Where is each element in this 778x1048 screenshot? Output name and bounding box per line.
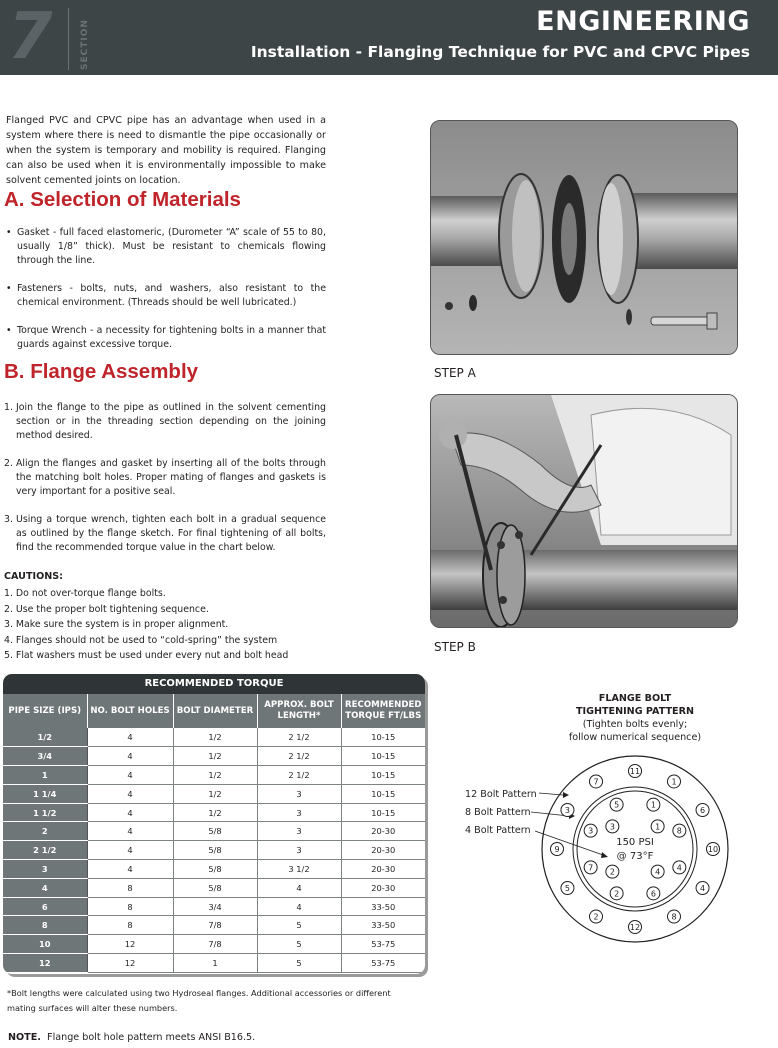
table-cell: 5 bbox=[257, 954, 341, 973]
table-cell: 4 bbox=[87, 728, 173, 747]
table-cell: 33-50 bbox=[341, 916, 425, 935]
center-pressure: 150 PSI bbox=[616, 837, 654, 848]
section-label: SECTION bbox=[80, 19, 90, 70]
bolt-number: 3 bbox=[609, 822, 615, 832]
table-cell: 4 bbox=[87, 841, 173, 860]
bolt-hole-bolts_8 bbox=[610, 887, 623, 900]
step-text: Using a torque wrench, tighten each bolt in a gradual sequence as outlined by the flange sketch. For final tightening of all bolts, find the recommended torque value in the chart below. bbox=[16, 514, 326, 553]
table-cell: 1/2 bbox=[173, 766, 257, 785]
bolt-hole-bolts_12 bbox=[629, 765, 642, 778]
table-cell: 8 bbox=[3, 916, 87, 935]
step-number: 2. bbox=[4, 458, 13, 469]
bolt-hole-bolts_4 bbox=[651, 865, 664, 878]
bolt-number: 6 bbox=[650, 889, 656, 899]
table-cell: 4 bbox=[87, 860, 173, 879]
table-cell: 20-30 bbox=[341, 822, 425, 841]
table-row bbox=[3, 860, 425, 879]
table-cell: 3 bbox=[257, 784, 341, 803]
page-subtitle: Installation - Flanging Technique for PVC and CPVC Pipes bbox=[250, 43, 750, 61]
pipe-ring-outer bbox=[573, 787, 697, 911]
table-row bbox=[3, 766, 425, 785]
torque-data-table bbox=[3, 694, 425, 973]
table-cell: 1 bbox=[3, 766, 87, 785]
bolt-number: 4 bbox=[655, 867, 661, 877]
table-cell: 3/4 bbox=[3, 747, 87, 766]
note-label: NOTE. bbox=[8, 1032, 41, 1043]
table-cell: 4 bbox=[87, 803, 173, 822]
table-row bbox=[3, 954, 425, 973]
table-cell: 4 bbox=[87, 822, 173, 841]
table-row bbox=[3, 916, 425, 935]
table-cell: 2 1/2 bbox=[257, 747, 341, 766]
table-cell: 53-75 bbox=[341, 954, 425, 973]
bolt-hole-bolts_4 bbox=[651, 820, 664, 833]
leader-arrow-12 bbox=[563, 792, 569, 798]
table-cell: 1/2 bbox=[3, 728, 87, 747]
list-item: • Fasteners - bolts, nuts, and washers, also resistant to the chemical environment. (Threads should be well lubricated.) bbox=[6, 282, 326, 310]
bolt-number: 11 bbox=[629, 767, 641, 776]
table-cell: 2 bbox=[3, 822, 87, 841]
table-cell: 3 bbox=[3, 860, 87, 879]
bolt-hole-bolts_12 bbox=[696, 882, 709, 895]
bolt-number: 7 bbox=[593, 777, 599, 787]
list-item: 3. Make sure the system is in proper alignment. bbox=[4, 619, 229, 631]
section-number: 7 bbox=[8, 0, 53, 74]
intro-paragraph: Flanged PVC and CPVC pipe has an advantage when used in a system where there is need to dismantle the pipe occasionally or when the system is temporary and mobility is required. Flanging can also be used when it is environmentally impossible to make solvent cemented joints on location. bbox=[6, 115, 326, 186]
table-cell: 4 bbox=[87, 784, 173, 803]
table-cell: 4 bbox=[87, 766, 173, 785]
table-cell: 1/2 bbox=[173, 803, 257, 822]
bolt-hole-bolts_12 bbox=[551, 843, 564, 856]
bolt-number: 12 bbox=[629, 923, 641, 932]
table-cell: 33-50 bbox=[341, 897, 425, 916]
list-item: 5. Flat washers must be used under every nut and bolt head bbox=[4, 650, 289, 662]
pattern-label-8: 8 Bolt Pattern bbox=[465, 807, 531, 818]
list-item: • Gasket - full faced elastomeric, (Durometer “A” scale of 55 to 80, usually 1/8” thick). Must be resistant to chemicals flowing through the line. bbox=[6, 226, 326, 268]
table-cell: 12 bbox=[87, 935, 173, 954]
table-cell: 5 bbox=[257, 916, 341, 935]
bolt-hole-bolts_12 bbox=[561, 882, 574, 895]
table-cell: 1 1/2 bbox=[3, 803, 87, 822]
pattern-label-4: 4 Bolt Pattern bbox=[465, 825, 531, 836]
step-b-photo bbox=[430, 394, 738, 628]
table-row bbox=[3, 841, 425, 860]
step-text: Align the flanges and gasket by inserting all of the bolts through the matching bolt holes. Proper mating of flanges and gaskets is very important for a positive seal. bbox=[16, 458, 326, 497]
center-temperature: @ 73°F bbox=[616, 851, 654, 862]
bolt-number: 5 bbox=[614, 800, 620, 810]
column-header: PIPE SIZE (IPS) bbox=[3, 694, 87, 728]
bolt-hole-bolts_12 bbox=[629, 921, 642, 934]
table-cell: 10-15 bbox=[341, 803, 425, 822]
bolt-number: 8 bbox=[671, 912, 677, 922]
pipe-ring-inner bbox=[577, 791, 693, 907]
pattern-label-12: 12 Bolt Pattern bbox=[465, 789, 537, 800]
section-divider bbox=[68, 8, 69, 70]
table-cell: 10-15 bbox=[341, 784, 425, 803]
bolt-number: 6 bbox=[700, 806, 706, 815]
table-cell: 8 bbox=[87, 897, 173, 916]
list-item bbox=[4, 457, 326, 499]
table-cell: 5 bbox=[257, 935, 341, 954]
step-number: 3. bbox=[4, 514, 13, 525]
materials-list bbox=[6, 226, 326, 366]
diagram-subtitle-line: (Tighten bolts evenly; bbox=[582, 719, 688, 730]
bolt-hole-bolts_8 bbox=[647, 798, 660, 811]
step-text: Join the flange to the pipe as outlined in the solvent cementing section or in the threading section depending on the joining method desired. bbox=[16, 402, 326, 441]
list-item: 1. Do not over-torque flange bolts. bbox=[4, 588, 166, 599]
note bbox=[8, 1032, 255, 1043]
table-cell: 4 bbox=[257, 897, 341, 916]
table-footnote: *Bolt lengths were calculated using two Hydroseal flanges. Additional accessories or different mating surfaces will alter these numbers. bbox=[7, 988, 391, 1013]
table-cell: 3/4 bbox=[173, 897, 257, 916]
table-cell: 1/2 bbox=[173, 784, 257, 803]
bolt-number: 1 bbox=[650, 800, 656, 810]
table-cell: 12 bbox=[3, 954, 87, 973]
flange-bolt-diagram bbox=[455, 755, 735, 945]
bolt-number: 4 bbox=[700, 884, 706, 893]
table-cell: 1/2 bbox=[173, 747, 257, 766]
table-row bbox=[3, 747, 425, 766]
bolt-hole-bolts_8 bbox=[584, 824, 597, 837]
bolt-number: 3 bbox=[564, 806, 570, 815]
table-cell: 2 1/2 bbox=[257, 766, 341, 785]
cautions-heading: CAUTIONS: bbox=[4, 571, 64, 582]
diagram-title bbox=[545, 692, 725, 744]
table-cell: 10-15 bbox=[341, 766, 425, 785]
table-cell: 8 bbox=[87, 878, 173, 897]
step-a-label: STEP A bbox=[434, 366, 476, 380]
bolt-number: 5 bbox=[564, 884, 570, 893]
table-cell: 20-30 bbox=[341, 878, 425, 897]
table-row bbox=[3, 897, 425, 916]
table-cell: 4 bbox=[3, 878, 87, 897]
diagram-title-line: TIGHTENING PATTERN bbox=[575, 706, 695, 717]
bolt-hole-bolts_12 bbox=[561, 804, 574, 817]
bolt-number: 3 bbox=[588, 826, 594, 836]
selection-heading: A. Selection of Materials bbox=[4, 188, 241, 211]
table-row bbox=[3, 728, 425, 747]
bolt-hole-bolts_8 bbox=[647, 887, 660, 900]
table-cell: 4 bbox=[87, 747, 173, 766]
table-cell: 3 bbox=[257, 822, 341, 841]
table-cell: 8 bbox=[87, 916, 173, 935]
column-header: BOLT DIAMETER bbox=[173, 694, 257, 728]
note-text: Flange bolt hole pattern meets ANSI B16.5. bbox=[47, 1032, 256, 1043]
assembly-steps bbox=[4, 401, 326, 569]
bolt-hole-bolts_8 bbox=[584, 861, 597, 874]
table-cell: 10 bbox=[3, 935, 87, 954]
bolt-hole-bolts_12 bbox=[590, 910, 603, 923]
bolt-number: 2 bbox=[614, 889, 620, 899]
table-row bbox=[3, 822, 425, 841]
step-b-label: STEP B bbox=[434, 640, 476, 654]
diagram-subtitle-line: follow numerical sequence) bbox=[568, 732, 702, 743]
outer-flange-ring bbox=[542, 756, 728, 942]
bolt-hole-bolts_8 bbox=[673, 861, 686, 874]
table-cell: 3 1/2 bbox=[257, 860, 341, 879]
table-cell: 6 bbox=[3, 897, 87, 916]
bolt-number: 9 bbox=[554, 845, 560, 854]
table-cell: 5/8 bbox=[173, 822, 257, 841]
bolt-number: 2 bbox=[609, 867, 615, 877]
bolt-hole-bolts_12 bbox=[696, 804, 709, 817]
cautions-list bbox=[4, 586, 334, 664]
table-row bbox=[3, 878, 425, 897]
step-number: 1. bbox=[4, 402, 13, 413]
table-cell: 20-30 bbox=[341, 841, 425, 860]
table-cell: 2 1/2 bbox=[3, 841, 87, 860]
table-cell: 20-30 bbox=[341, 860, 425, 879]
bolt-hole-bolts_4 bbox=[606, 820, 619, 833]
table-cell: 3 bbox=[257, 803, 341, 822]
column-header: NO. BOLT HOLES bbox=[87, 694, 173, 728]
bolt-hole-bolts_12 bbox=[707, 843, 720, 856]
table-cell: 7/8 bbox=[173, 935, 257, 954]
bolt-hole-bolts_12 bbox=[668, 775, 681, 788]
list-item: 4. Flanges should not be used to “cold-spring” the system bbox=[4, 634, 278, 646]
list-item: • Torque Wrench - a necessity for tightening bolts in a manner that guards against excessive torque. bbox=[6, 324, 326, 352]
bolt-number: 4 bbox=[676, 863, 682, 873]
column-header: APPROX. BOLT LENGTH* bbox=[257, 694, 341, 728]
table-cell: 1/2 bbox=[173, 728, 257, 747]
torque-table bbox=[3, 674, 425, 974]
table-cell: 5/8 bbox=[173, 841, 257, 860]
bolt-hole-bolts_12 bbox=[590, 775, 603, 788]
table-cell: 12 bbox=[87, 954, 173, 973]
assembly-heading: B. Flange Assembly bbox=[4, 360, 199, 383]
step-a-photo bbox=[430, 120, 738, 355]
bolt-number: 8 bbox=[676, 826, 682, 836]
bolt-number: 7 bbox=[588, 863, 594, 873]
leader-arrow-4 bbox=[601, 852, 608, 858]
table-cell: 7/8 bbox=[173, 916, 257, 935]
page-header bbox=[0, 0, 778, 75]
list-item: 2. Use the proper bolt tightening sequence. bbox=[4, 603, 209, 615]
bolt-number: 10 bbox=[707, 845, 719, 854]
table-cell: 3 bbox=[257, 841, 341, 860]
list-item bbox=[4, 401, 326, 443]
table-cell: 5/8 bbox=[173, 860, 257, 879]
table-cell: 5/8 bbox=[173, 878, 257, 897]
column-header: RECOMMENDED TORQUE FT/LBS bbox=[341, 694, 425, 728]
page-title: ENGINEERING bbox=[536, 6, 750, 37]
table-cell: 10-15 bbox=[341, 728, 425, 747]
bolt-number: 1 bbox=[671, 777, 677, 787]
list-item bbox=[4, 513, 326, 555]
bolt-hole-bolts_4 bbox=[606, 865, 619, 878]
table-row bbox=[3, 803, 425, 822]
table-cell: 53-75 bbox=[341, 935, 425, 954]
bolt-number: 1 bbox=[655, 822, 661, 832]
table-cell: 1 bbox=[173, 954, 257, 973]
bolt-hole-bolts_12 bbox=[668, 910, 681, 923]
table-cell: 1 1/4 bbox=[3, 784, 87, 803]
table-cell: 10-15 bbox=[341, 747, 425, 766]
diagram-title-line: FLANGE BOLT bbox=[598, 693, 672, 704]
bolt-hole-bolts_8 bbox=[673, 824, 686, 837]
table-row bbox=[3, 935, 425, 954]
table-cell: 4 bbox=[257, 878, 341, 897]
bolt-hole-bolts_8 bbox=[610, 798, 623, 811]
table-row bbox=[3, 784, 425, 803]
table-title: RECOMMENDED TORQUE bbox=[3, 674, 425, 694]
bolt-number: 2 bbox=[593, 912, 599, 922]
table-cell: 2 1/2 bbox=[257, 728, 341, 747]
